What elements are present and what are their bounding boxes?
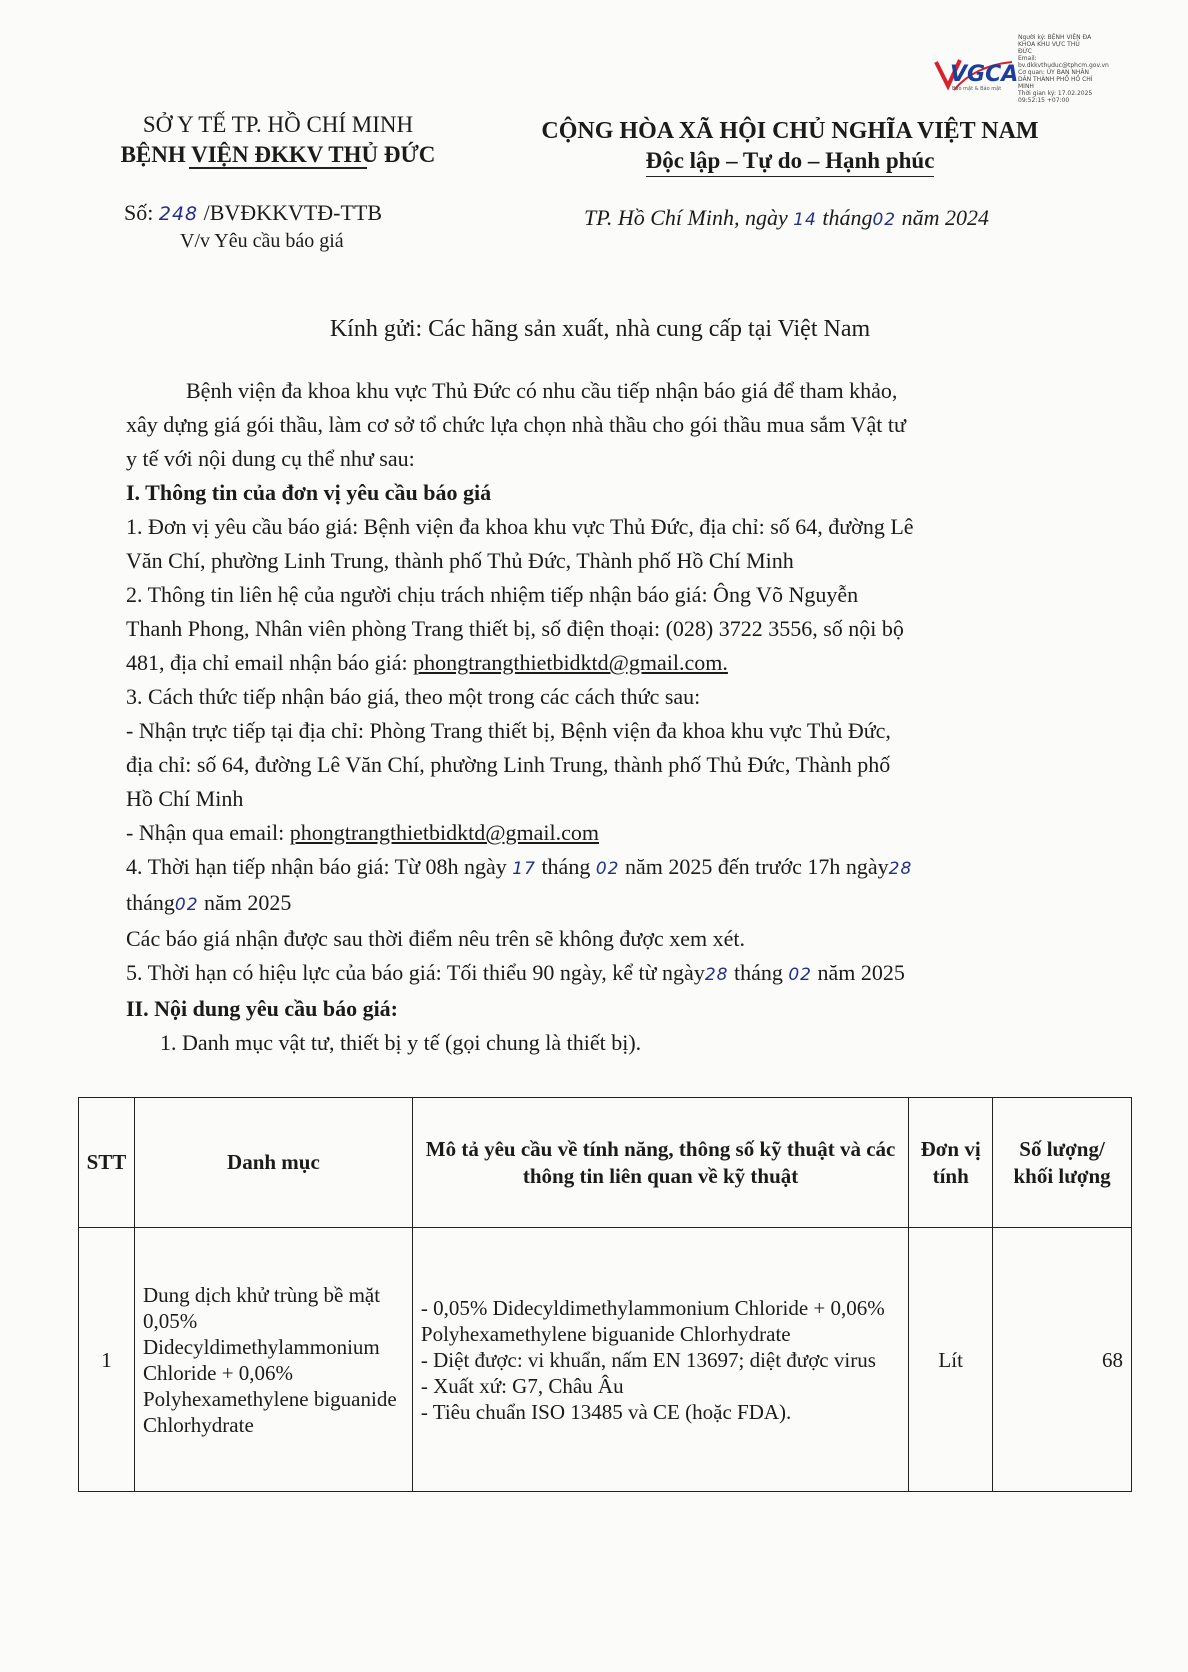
description-line: Polyhexamethylene biguanide Chlorhydrate (420, 1321, 791, 1346)
doc-no-handwritten: 248 (158, 203, 199, 225)
signature-line: DÂN THÀNH PHỐ HỒ CHÍ (1018, 76, 1093, 83)
signature-line: bv.dkkvthuduc@tphcm.gov.vn (1018, 62, 1109, 69)
quote-email-link[interactable]: phongtrangthietbidktd@gmail.com (289, 820, 600, 845)
description-line: - Xuất xứ: G7, Châu Âu (420, 1373, 624, 1398)
handwritten-day: 28 (888, 859, 913, 879)
description-line: - Tiêu chuẩn ISO 13485 và CE (hoặc FDA). (420, 1399, 792, 1424)
signature-details (1018, 34, 1114, 104)
date-day-handwritten: 14 (793, 210, 817, 230)
intro-line: y tế với nội dung cụ thể như sau: (126, 446, 415, 471)
header-unit: Đơn vị tính (909, 1098, 993, 1228)
digital-signature-stamp (934, 34, 1114, 114)
cell-unit: Lít (909, 1228, 993, 1492)
table-row (79, 1228, 1132, 1492)
description-line: - 0,05% Didecyldimethylammonium Chloride + 0,06% (420, 1295, 885, 1320)
doc-no-prefix: Số: (124, 200, 154, 225)
cell-quantity: 68 (993, 1228, 1132, 1492)
item4-text: 4. Thời hạn tiếp nhận báo giá: Từ 08h ngày (126, 854, 507, 879)
signature-line: 09:52:15 +07:00 (1018, 97, 1070, 104)
item4-text: tháng (126, 890, 175, 915)
item3-email-prefix: - Nhận qua email: (126, 820, 285, 845)
section2-item: 1. Danh mục vật tư, thiết bị y tế (gọi chung là thiết bị). (160, 1030, 642, 1055)
item2-line (126, 646, 1126, 680)
recipient-line: Kính gửi: Các hãng sản xuất, nhà cung cấp tại Việt Nam (329, 316, 871, 342)
signature-line: MINH (1018, 83, 1034, 90)
document-subject: V/v Yêu cầu báo giá (180, 230, 344, 252)
signature-line: Người ký: BỆNH VIỆN ĐA (1018, 34, 1092, 41)
letter-body (126, 374, 1126, 1060)
handwritten-month: 02 (595, 859, 620, 879)
date-month-label: tháng (822, 205, 873, 230)
item5-text: tháng (733, 960, 783, 985)
item3-line: Hồ Chí Minh (126, 786, 244, 811)
item3-line: - Nhận trực tiếp tại địa chỉ: Phòng Trang thiết bị, Bệnh viện đa khoa khu vực Thủ Đức, (126, 718, 891, 743)
notice-line: Các báo giá nhận được sau thời điểm nêu trên sẽ không được xem xét. (126, 926, 745, 951)
item3-line (126, 816, 1126, 850)
issuer-block (88, 110, 468, 172)
vgca-logo-tagline: Bảo mật & Bảo mật (952, 86, 1002, 92)
cell-stt: 1 (79, 1228, 135, 1492)
section-title: I. Thông tin của đơn vị yêu cầu báo giá (126, 480, 492, 505)
doc-no-suffix: /BVĐKKVTĐ-TTB (203, 200, 383, 225)
contact-email-link[interactable]: phongtrangthietbidktd@gmail.com. (413, 650, 728, 675)
handwritten-month: 02 (788, 965, 812, 985)
intro-line: Bệnh viện đa khoa khu vực Thủ Đức có nhu cầu tiếp nhận báo giá để tham khảo, (186, 378, 898, 403)
issuer-department: SỞ Y TẾ TP. HỒ CHÍ MINH (142, 112, 414, 137)
item1-line: 1. Đơn vị yêu cầu báo giá: Bệnh viện đa khoa khu vực Thủ Đức, địa chỉ: số 64, đường Lê (126, 514, 914, 539)
item5-text: năm 2025 (817, 960, 905, 985)
signature-line: ĐỨC (1018, 48, 1032, 55)
date-month-handwritten: 02 (872, 210, 897, 230)
item5-line (126, 956, 1126, 992)
signature-line: Thời gian ký: 17.02.2025 (1018, 90, 1093, 97)
item4-text: năm 2025 (204, 890, 292, 915)
item4-line (126, 850, 1126, 886)
header-name: Danh mục (134, 1098, 412, 1228)
header-quantity: Số lượng/ khối lượng (993, 1098, 1132, 1228)
item5-text: 5. Thời hạn có hiệu lực của báo giá: Tối thiểu 90 ngày, kể từ ngày (126, 960, 705, 985)
handwritten-day: 28 (704, 965, 729, 985)
item2-line: 2. Thông tin liên hệ của người chịu trách nhiệm tiếp nhận báo giá: Ông Võ Nguyễn (126, 582, 859, 607)
cell-description (412, 1228, 908, 1492)
item3-line: địa chỉ: số 64, đường Lê Văn Chí, phường Linh Trung, thành phố Thủ Đức, Thành phố (126, 752, 891, 777)
description-line: - Diệt được: vi khuẩn, nấm EN 13697; diệt được virus (420, 1347, 876, 1372)
issuer-underline (189, 167, 367, 169)
signature-line: Cơ quan: ỦY BAN NHÂN (1018, 69, 1089, 76)
signature-line: KHOA KHU VỰC THỦ (1018, 41, 1080, 48)
header-description: Mô tả yêu cầu về tính năng, thông số kỹ thuật và các thông tin liên quan về kỹ thuật (412, 1098, 908, 1228)
equipment-table (78, 1097, 1132, 1492)
intro-line: xây dựng giá gói thầu, làm cơ sở tổ chức lựa chọn nhà thầu cho gói thầu mua sắm Vật tư (126, 412, 906, 437)
handwritten-month: 02 (174, 895, 199, 915)
issuer-hospital: BỆNH VIỆN ĐKKV THỦ ĐỨC (120, 142, 436, 167)
item1-line: Văn Chí, phường Linh Trung, thành phố Thủ Đức, Thành phố Hồ Chí Minh (126, 548, 794, 573)
cell-name: Dung dịch khử trùng bề mặt 0,05% Didecyldimethylammonium Chloride + 0,06% Polyhexamethylene biguanide Chlorhydrate (134, 1228, 412, 1492)
item4-text: tháng (541, 854, 591, 879)
item4-line (126, 886, 1126, 922)
vgca-logo (934, 56, 1019, 96)
date-year: năm 2024 (901, 205, 990, 230)
handwritten-day: 17 (512, 859, 536, 879)
item2-line: Thanh Phong, Nhân viên phòng Trang thiết bị, số điện thoại: (028) 3722 3556, số nội bộ (126, 616, 904, 641)
section-title: II. Nội dung yêu cầu báo giá: (126, 996, 399, 1021)
vgca-logo-text: VGCA (950, 62, 1019, 87)
national-motto: Độc lập – Tự do – Hạnh phúc (646, 146, 935, 177)
country-name: CỘNG HÒA XÃ HỘI CHỦ NGHĨA VIỆT NAM (541, 118, 1039, 144)
item2-email-prefix: 481, địa chỉ email nhận báo giá: (126, 650, 408, 675)
date-prefix: TP. Hồ Chí Minh, ngày (584, 205, 788, 230)
header-stt: STT (79, 1098, 135, 1228)
signature-line: Email: (1018, 55, 1037, 62)
national-motto-block (490, 116, 1090, 177)
table-header-row (79, 1098, 1132, 1228)
item3-line: 3. Cách thức tiếp nhận báo giá, theo một trong các cách thức sau: (126, 684, 701, 709)
document-number (124, 200, 382, 226)
item4-text: năm 2025 đến trước 17h ngày (624, 854, 889, 879)
document-date (584, 205, 989, 231)
